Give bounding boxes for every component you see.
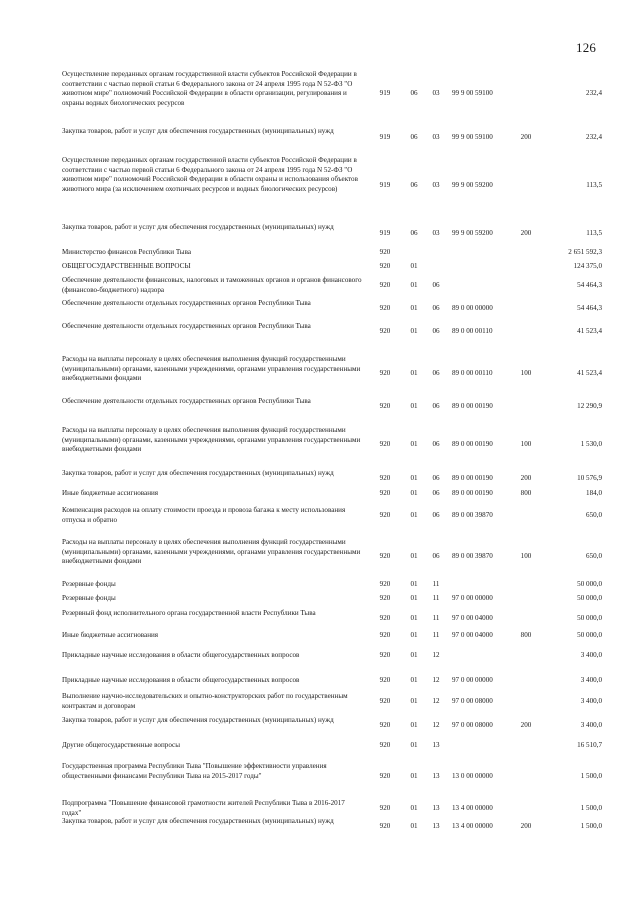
row-section: 01 xyxy=(410,474,418,482)
row-target: 13 4 00 00000 xyxy=(452,804,493,812)
row-ministry: 920 xyxy=(379,631,391,639)
row-target: 97 0 00 08000 xyxy=(452,721,493,729)
row-description: Обеспечение деятельности отдельных государственных органов Республики Тыва xyxy=(62,299,311,307)
row-ministry: 920 xyxy=(379,474,391,482)
row-section: 01 xyxy=(410,822,418,830)
row-ministry: 920 xyxy=(379,804,391,812)
row-description: Закупка товаров, работ и услуг для обеспечения государственных (муниципальных) нужд xyxy=(62,127,334,135)
row-target: 99 9 00 59200 xyxy=(452,181,493,189)
row-target: 99 9 00 59200 xyxy=(452,229,493,237)
row-subsection: 12 xyxy=(432,721,440,729)
row-amount: 3 400,0 xyxy=(580,676,602,684)
row-ministry: 920 xyxy=(379,721,391,729)
row-amount: 41 523,4 xyxy=(577,369,602,377)
row-subsection: 13 xyxy=(432,822,440,830)
row-section: 06 xyxy=(410,133,418,141)
row-ministry: 920 xyxy=(379,697,391,705)
row-target: 89 0 00 00110 xyxy=(452,369,493,377)
row-vr: 200 xyxy=(520,474,532,482)
row-ministry: 920 xyxy=(379,262,391,270)
row-amount: 124 375,0 xyxy=(573,262,602,270)
row-amount: 2 651 592,3 xyxy=(568,248,602,256)
row-description: Расходы на выплаты персоналу в целях обеспечения выполнения функций государственными (муниципальными) органами, казенными учреждениями, органами управления государственными внебюджетными фондами xyxy=(62,538,361,566)
row-subsection: 06 xyxy=(432,281,440,289)
row-subsection: 12 xyxy=(432,676,440,684)
row-amount: 12 290,9 xyxy=(577,402,602,410)
row-description: Резервные фонды xyxy=(62,594,116,602)
row-subsection: 06 xyxy=(432,304,440,312)
row-amount: 50 000,0 xyxy=(577,594,602,602)
row-subsection: 12 xyxy=(432,651,440,659)
row-target: 89 0 00 00190 xyxy=(452,474,493,482)
row-vr: 800 xyxy=(520,489,532,497)
row-description: Осуществление переданных органам государственной власти субъектов Российской Федерации в соответствии с частью первой статьи 6 Федерального закона от 24 апреля 1995 года N 52-ФЗ "О животном мире" полномочий Российской Федерации в области организации, регулирования и охраны водных биологических ресурсов xyxy=(62,70,357,107)
row-ministry: 920 xyxy=(379,772,391,780)
row-ministry: 919 xyxy=(379,133,391,141)
row-target: 89 0 00 00190 xyxy=(452,489,493,497)
row-description: Иные бюджетные ассигнования xyxy=(62,489,159,497)
row-vr: 200 xyxy=(520,133,532,141)
row-description: Осуществление переданных органам государственной власти субъектов Российской Федерации в соответствии с частью первой статьи 6 Федерального закона от 24 апреля 1995 года N 52-ФЗ "О животном мире" полномочий Российской Федерации в области охраны и использования объектов животного мира (за исключением охотничьих ресурсов и водных биологических ресурсов) xyxy=(62,156,358,193)
row-ministry: 920 xyxy=(379,614,391,622)
row-section: 01 xyxy=(410,511,418,519)
row-target: 89 0 00 00190 xyxy=(452,440,493,448)
row-amount: 184,0 xyxy=(586,489,602,497)
row-ministry: 920 xyxy=(379,511,391,519)
row-target: 13 4 00 00000 xyxy=(452,822,493,830)
row-target: 89 0 00 00110 xyxy=(452,327,493,335)
row-section: 01 xyxy=(410,552,418,560)
row-description: Расходы на выплаты персоналу в целях обеспечения выполнения функций государственными (муниципальными) органами, казенными учреждениями, органами управления государственными внебюджетными фондами xyxy=(62,426,361,454)
row-section: 01 xyxy=(410,721,418,729)
row-ministry: 920 xyxy=(379,327,391,335)
row-description: Расходы на выплаты персоналу в целях обеспечения выполнения функций государственными (муниципальными) органами, казенными учреждениями, органами управления государственными внебюджетными фондами xyxy=(62,355,361,383)
row-section: 01 xyxy=(410,281,418,289)
row-section: 01 xyxy=(410,402,418,410)
row-description: Обеспечение деятельности отдельных государственных органов Республики Тыва xyxy=(62,397,311,405)
row-section: 01 xyxy=(410,304,418,312)
row-target: 13 0 00 00000 xyxy=(452,772,493,780)
row-subsection: 03 xyxy=(432,89,440,97)
row-subsection: 06 xyxy=(432,474,440,482)
row-amount: 54 464,3 xyxy=(577,281,602,289)
row-subsection: 06 xyxy=(432,489,440,497)
row-vr: 200 xyxy=(520,721,532,729)
row-section: 06 xyxy=(410,229,418,237)
row-amount: 10 576,9 xyxy=(577,474,602,482)
row-vr: 100 xyxy=(520,369,532,377)
row-section: 01 xyxy=(410,651,418,659)
row-amount: 54 464,3 xyxy=(577,304,602,312)
row-ministry: 920 xyxy=(379,651,391,659)
row-description: Компенсация расходов на оплату стоимости проезда и провоза багажа к месту использования отпуска и обратно xyxy=(62,506,346,524)
row-amount: 650,0 xyxy=(586,511,602,519)
row-ministry: 920 xyxy=(379,676,391,684)
row-section: 01 xyxy=(410,580,418,588)
row-target: 99 9 00 59100 xyxy=(452,89,493,97)
row-subsection: 13 xyxy=(432,741,440,749)
row-target: 89 0 00 00000 xyxy=(452,304,493,312)
row-amount: 41 523,4 xyxy=(577,327,602,335)
row-subsection: 11 xyxy=(432,631,440,639)
row-subsection: 11 xyxy=(432,614,440,622)
row-description: Резервный фонд исполнительного органа государственной власти Республики Тыва xyxy=(62,609,316,617)
row-section: 01 xyxy=(410,327,418,335)
row-subsection: 03 xyxy=(432,133,440,141)
row-subsection: 06 xyxy=(432,402,440,410)
row-target: 99 9 00 59100 xyxy=(452,133,493,141)
row-amount: 50 000,0 xyxy=(577,580,602,588)
row-amount: 232,4 xyxy=(586,133,602,141)
row-ministry: 920 xyxy=(379,594,391,602)
row-ministry: 919 xyxy=(379,89,391,97)
row-target: 97 0 00 04000 xyxy=(452,614,493,622)
row-target: 89 0 00 39870 xyxy=(452,552,493,560)
row-amount: 1 500,0 xyxy=(580,822,602,830)
row-section: 01 xyxy=(410,594,418,602)
row-section: 01 xyxy=(410,369,418,377)
row-section: 01 xyxy=(410,489,418,497)
row-amount: 16 510,7 xyxy=(577,741,602,749)
row-description: Другие общегосударственные вопросы xyxy=(62,741,180,749)
row-amount: 232,4 xyxy=(586,89,602,97)
row-target: 97 0 00 08000 xyxy=(452,697,493,705)
row-section: 01 xyxy=(410,741,418,749)
row-ministry: 920 xyxy=(379,440,391,448)
row-description: Подпрограмма "Повышение финансовой грамотности жителей Республики Тыва в 2016-2017 годах" xyxy=(62,799,345,817)
row-section: 01 xyxy=(410,440,418,448)
row-amount: 50 000,0 xyxy=(577,614,602,622)
row-ministry: 920 xyxy=(379,304,391,312)
page-number: 126 xyxy=(576,40,597,55)
row-ministry: 920 xyxy=(379,741,391,749)
row-ministry: 920 xyxy=(379,402,391,410)
row-ministry: 919 xyxy=(379,181,391,189)
row-target: 97 0 00 00000 xyxy=(452,676,493,684)
row-section: 01 xyxy=(410,614,418,622)
row-description: Обеспечение деятельности финансовых, налоговых и таможенных органов и органов финансового (финансово-бюджетного) надзора xyxy=(62,276,362,294)
row-subsection: 06 xyxy=(432,552,440,560)
row-amount: 3 400,0 xyxy=(580,651,602,659)
row-section: 01 xyxy=(410,772,418,780)
row-ministry: 920 xyxy=(379,822,391,830)
row-vr: 200 xyxy=(520,822,532,830)
row-description: Прикладные научные исследования в области общегосударственных вопросов xyxy=(62,676,300,684)
row-ministry: 920 xyxy=(379,281,391,289)
row-description: Обеспечение деятельности отдельных государственных органов Республики Тыва xyxy=(62,322,311,330)
row-amount: 1 500,0 xyxy=(580,772,602,780)
row-ministry: 920 xyxy=(379,580,391,588)
row-subsection: 13 xyxy=(432,772,440,780)
row-ministry: 920 xyxy=(379,248,391,256)
row-section: 06 xyxy=(410,89,418,97)
row-description: Резервные фонды xyxy=(62,580,116,588)
row-section: 01 xyxy=(410,676,418,684)
row-description: Закупка товаров, работ и услуг для обеспечения государственных (муниципальных) нужд xyxy=(62,817,334,825)
row-ministry: 920 xyxy=(379,552,391,560)
row-description: Закупка товаров, работ и услуг для обеспечения государственных (муниципальных) нужд xyxy=(62,223,334,231)
row-description: Прикладные научные исследования в области общегосударственных вопросов xyxy=(62,651,300,659)
row-vr: 100 xyxy=(520,552,532,560)
row-ministry: 920 xyxy=(379,369,391,377)
row-subsection: 11 xyxy=(432,594,440,602)
row-section: 01 xyxy=(410,262,418,270)
row-vr: 800 xyxy=(520,631,532,639)
row-amount: 650,0 xyxy=(586,552,602,560)
row-amount: 3 400,0 xyxy=(580,697,602,705)
row-description: Иные бюджетные ассигнования xyxy=(62,631,159,639)
row-vr: 100 xyxy=(520,440,532,448)
row-section: 01 xyxy=(410,804,418,812)
row-amount: 113,5 xyxy=(586,229,602,237)
row-subsection: 03 xyxy=(432,229,440,237)
row-section: 06 xyxy=(410,181,418,189)
row-description: Министерство финансов Республики Тыва xyxy=(62,248,191,256)
row-amount: 1 530,0 xyxy=(580,440,602,448)
row-subsection: 06 xyxy=(432,511,440,519)
row-description: Закупка товаров, работ и услуг для обеспечения государственных (муниципальных) нужд xyxy=(62,716,334,724)
row-target: 97 0 00 04000 xyxy=(452,631,493,639)
row-subsection: 03 xyxy=(432,181,440,189)
row-section: 01 xyxy=(410,697,418,705)
row-subsection: 11 xyxy=(432,580,440,588)
row-ministry: 919 xyxy=(379,229,391,237)
row-description: Выполнение научно-исследовательских и опытно-конструкторских работ по государственным контрактам и договорам xyxy=(62,692,348,710)
row-description: Государственная программа Республики Тыва "Повышение эффективности управления общественными финансами Республики Тыва на 2015-2017 годы" xyxy=(62,762,327,780)
row-amount: 3 400,0 xyxy=(580,721,602,729)
row-description: Закупка товаров, работ и услуг для обеспечения государственных (муниципальных) нужд xyxy=(62,469,334,477)
row-subsection: 06 xyxy=(432,369,440,377)
row-amount: 50 000,0 xyxy=(577,631,602,639)
row-target: 97 0 00 00000 xyxy=(452,594,493,602)
row-subsection: 12 xyxy=(432,697,440,705)
row-amount: 1 500,0 xyxy=(580,804,602,812)
row-vr: 200 xyxy=(520,229,532,237)
row-ministry: 920 xyxy=(379,489,391,497)
row-subsection: 06 xyxy=(432,440,440,448)
row-description: ОБЩЕГОСУДАРСТВЕННЫЕ ВОПРОСЫ xyxy=(62,262,191,270)
row-subsection: 06 xyxy=(432,327,440,335)
row-section: 01 xyxy=(410,631,418,639)
row-target: 89 0 00 39870 xyxy=(452,511,493,519)
row-amount: 113,5 xyxy=(586,181,602,189)
row-target: 89 0 00 00190 xyxy=(452,402,493,410)
row-subsection: 13 xyxy=(432,804,440,812)
